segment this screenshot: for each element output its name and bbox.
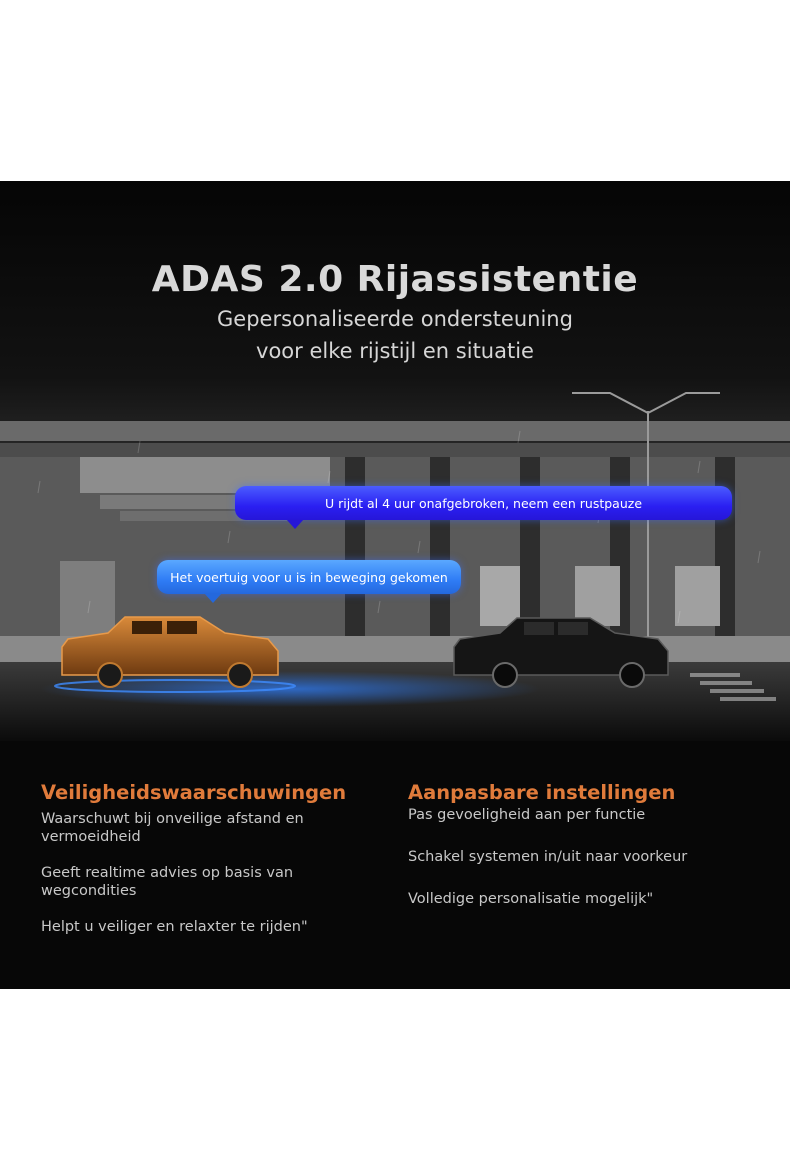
subtitle-line-2: voor elke rijstijl en situatie bbox=[256, 339, 534, 363]
vehicle-moving-tail bbox=[204, 593, 222, 603]
safety-column bbox=[41, 781, 371, 954]
subtitle-line-1: Gepersonaliseerde ondersteuning bbox=[217, 307, 573, 331]
vehicle-moving-bubble: Het voertuig voor u is in beweging gekomen bbox=[157, 560, 461, 594]
settings-heading: Aanpasbare instellingen bbox=[408, 781, 676, 804]
safety-heading: Veiligheidswaarschuwingen bbox=[41, 781, 347, 804]
safety-item: Geeft realtime advies op basis van wegcondities bbox=[41, 865, 294, 899]
settings-item: Volledige personalisatie mogelijk" bbox=[408, 891, 654, 907]
rest-warning-bubble: U rijdt al 4 uur onafgebroken, neem een rustpauze bbox=[235, 486, 732, 520]
rest-warning-tail bbox=[286, 519, 304, 529]
ad-panel bbox=[0, 181, 790, 989]
safety-item: Waarschuwt bij onveilige afstand en vermoeidheid bbox=[41, 811, 304, 845]
settings-column bbox=[408, 781, 748, 932]
page-subtitle bbox=[0, 303, 790, 367]
safety-item: Helpt u veiliger en relaxter te rijden" bbox=[41, 919, 308, 935]
page-title: ADAS 2.0 Rijassistentie bbox=[151, 259, 639, 300]
settings-item: Pas gevoeligheid aan per functie bbox=[408, 807, 646, 823]
settings-item: Schakel systemen in/uit naar voorkeur bbox=[408, 849, 688, 865]
